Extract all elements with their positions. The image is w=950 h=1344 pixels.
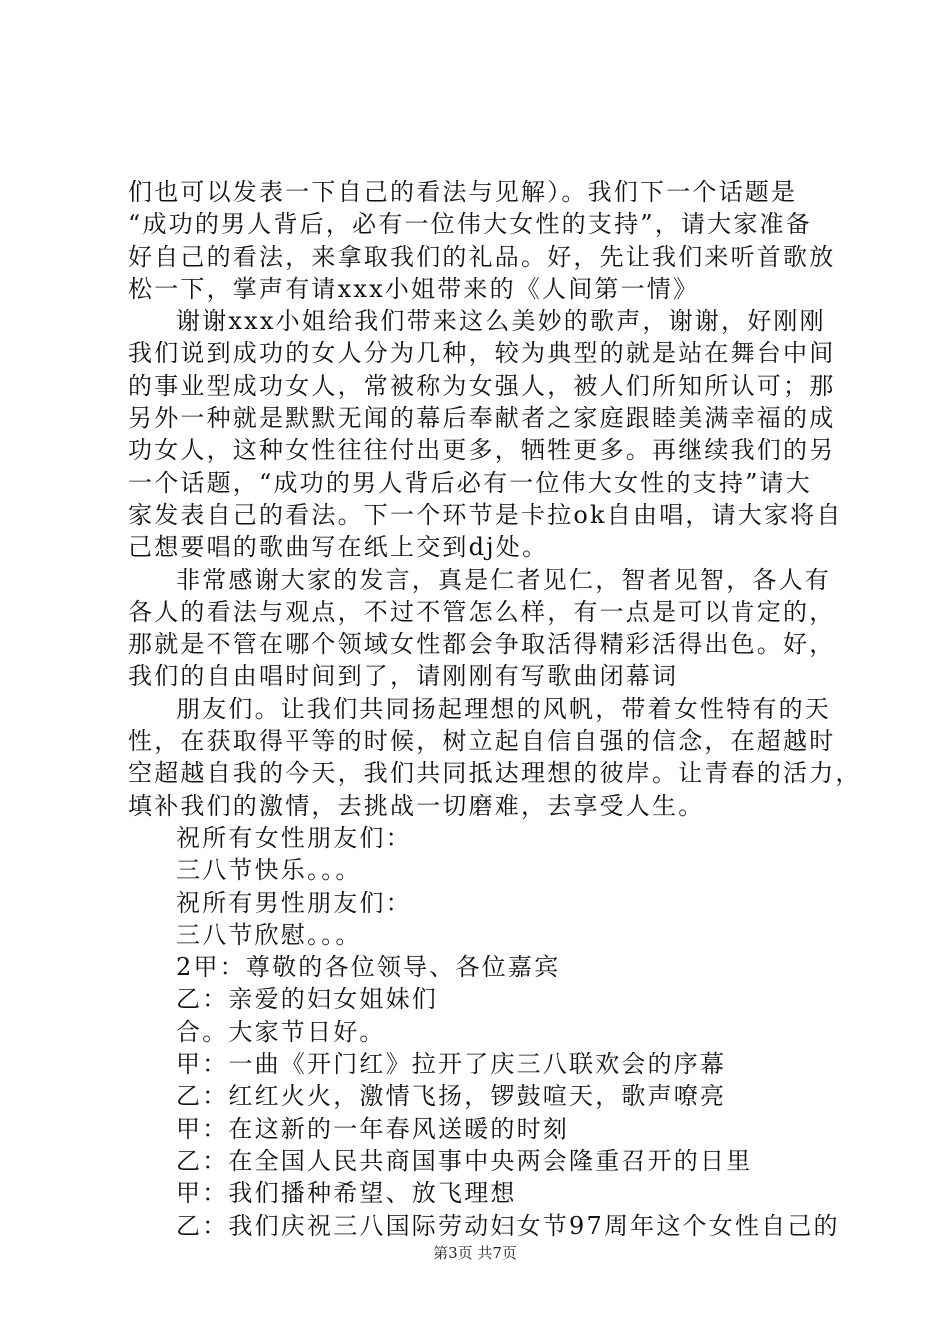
text-line: 各人的看法与观点，不过不管怎么样，有一点是可以肯定的， bbox=[128, 597, 836, 626]
text-line: 2甲：尊敬的各位领导、各位嘉宾 bbox=[176, 953, 561, 982]
text-line: 甲：一曲《开门红》拉开了庆三八联欢会的序幕 bbox=[176, 1050, 727, 1079]
text-line: 那就是不管在哪个领域女性都会争取活得精彩活得出色。好， bbox=[128, 630, 836, 659]
text-line: 甲：我们播种希望、放飞理想 bbox=[176, 1179, 517, 1208]
page-footer: 第3页 共7页 bbox=[433, 1244, 517, 1262]
text-line: 好自己的看法，来拿取我们的礼品。好，先让我们来听首歌放 bbox=[128, 242, 836, 271]
text-line: 松一下，掌声有请xxx小姐带来的《人间第一情》 bbox=[128, 274, 700, 303]
text-line: 另外一种就是默默无闻的幕后奉献者之家庭跟睦美满幸福的成 bbox=[128, 404, 836, 433]
text-line: 乙：我们庆祝三八国际劳动妇女节97周年这个女性自己的 bbox=[176, 1211, 840, 1240]
text-line: 朋友们。让我们共同扬起理想的风帆，带着女性特有的天 bbox=[176, 694, 831, 723]
text-line: “成功的男人背后，必有一位伟大女性的支持”，请大家准备 bbox=[128, 210, 812, 239]
text-line: 己想要唱的歌曲写在纸上交到dj处。 bbox=[128, 533, 549, 562]
text-line: 三八节欣慰。。。 bbox=[176, 920, 362, 949]
text-line: 家发表自己的看法。下一个环节是卡拉ok自由唱，请大家将自 bbox=[128, 500, 843, 529]
text-line: 三八节快乐。。。 bbox=[176, 856, 362, 885]
text-line: 功女人，这种女性往往付出更多，牺牲更多。再继续我们的另 bbox=[128, 436, 836, 465]
text-line: 乙：红红火火，激情飞扬，锣鼓喧天，歌声嘹亮 bbox=[176, 1082, 727, 1111]
text-line: 合。大家节日好。 bbox=[176, 1017, 386, 1046]
text-line: 们也可以发表一下自己的看法与见解）。我们下一个话题是 bbox=[128, 178, 798, 206]
text-line: 填补我们的激情，去挑战一切磨难，去享受人生。 bbox=[128, 791, 705, 820]
text-line: 的事业型成功女人，常被称为女强人，被人们所知所认可；那 bbox=[128, 371, 836, 400]
text-line: 祝所有男性朋友们： bbox=[176, 888, 412, 917]
text-line: 乙：在全国人民共商国事中央两会隆重召开的日里 bbox=[176, 1146, 753, 1175]
text-line: 非常感谢大家的发言，真是仁者见仁，智者见智，各人有 bbox=[176, 565, 831, 594]
text-line: 我们说到成功的女人分为几种，较为典型的就是站在舞台中间 bbox=[128, 339, 836, 368]
text-line: 我们的自由唱时间到了，请刚刚有写歌曲闭幕词 bbox=[128, 662, 679, 691]
text-line: 甲：在这新的一年春风送暖的时刻 bbox=[176, 1114, 569, 1143]
text-line: 一个话题，“成功的男人背后必有一位伟大女性的支持”请大 bbox=[128, 468, 812, 497]
text-line: 性，在获取得平等的时候，树立起自信自强的信念，在超越时 bbox=[128, 727, 836, 756]
text-line: 祝所有女性朋友们： bbox=[176, 823, 412, 852]
document-body bbox=[128, 176, 862, 1242]
text-line: 谢谢xxx小姐给我们带来这么美妙的歌声，谢谢，好刚刚 bbox=[176, 307, 826, 336]
text-line: 乙：亲爱的妇女姐妹们 bbox=[176, 985, 438, 1014]
text-line: 空超越自我的今天，我们共同抵达理想的彼岸。让青春的活力， bbox=[128, 759, 862, 788]
